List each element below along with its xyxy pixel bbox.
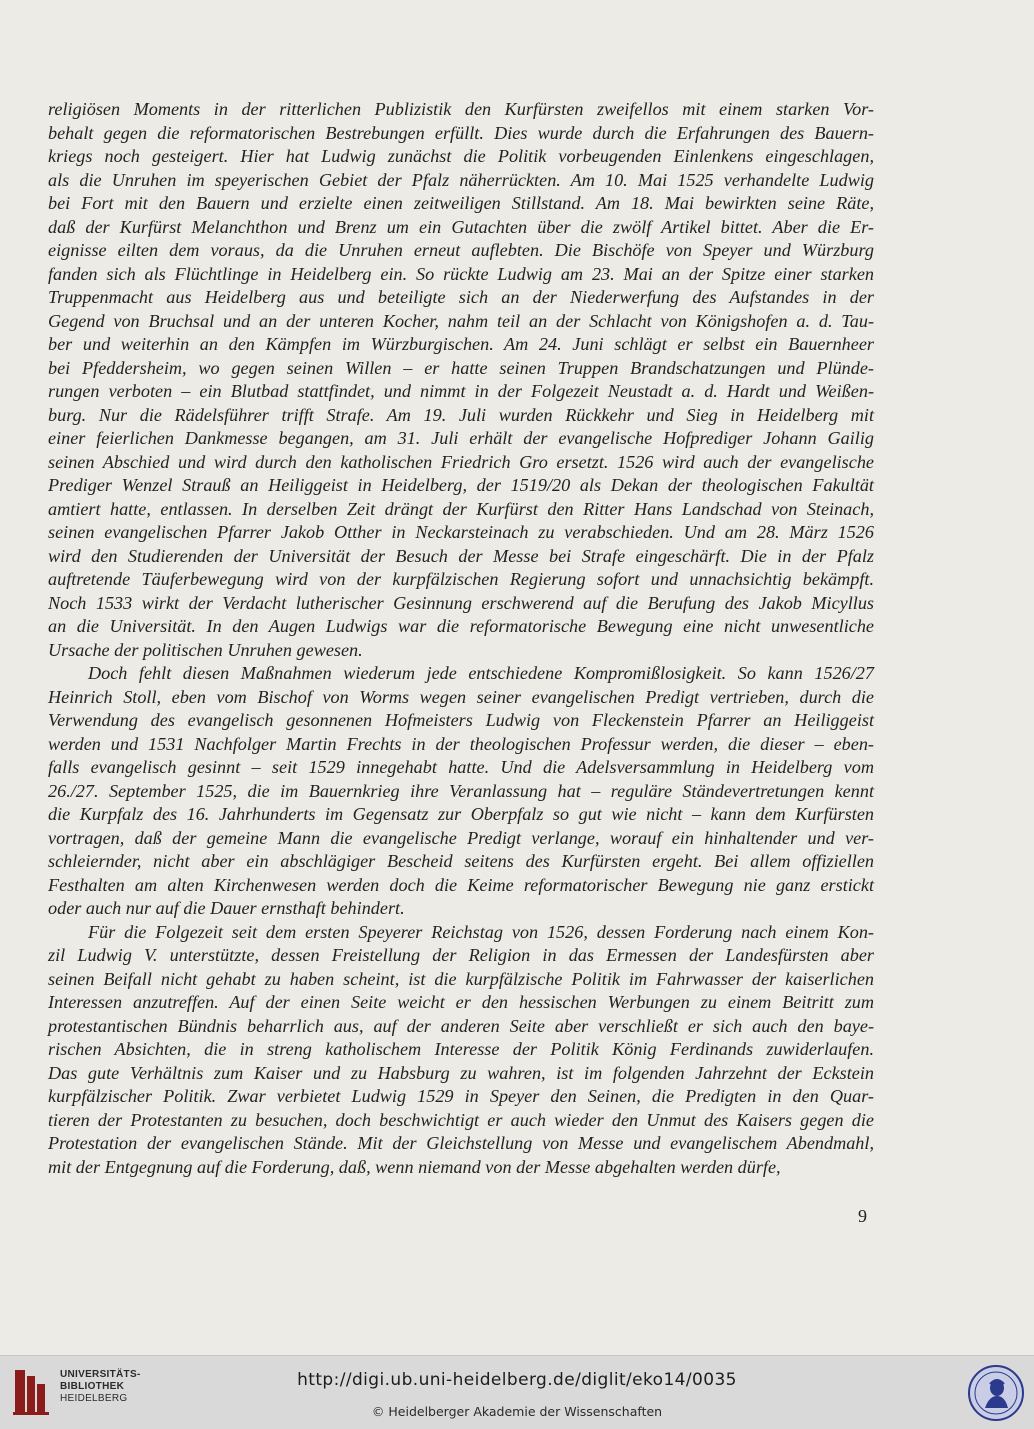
logo-line-3: HEIDELBERG: [60, 1393, 128, 1404]
text-line: vortragen, daß der gemeine Mann die evangelische Predigt verlange, worauf ein hinhaltender und ver-: [48, 827, 874, 848]
text-line: Doch fehlt diesen Maßnahmen wiederum jede entschiedene Kompromißlosigkeit. So kann 1526/27: [88, 663, 874, 683]
text-line: bei Pfeddersheim, wo gegen seinen Willen – er hatte seinen Truppen Brandschatzungen und Plünde-: [48, 357, 874, 378]
copyright-notice: © Heidelberger Akademie der Wissenschaften: [371, 1404, 663, 1419]
text-line: falls evangelisch gesinnt – seit 1529 innegehabt hatte. Und die Adelsversammlung in Heidelberg vom: [48, 757, 874, 777]
text-line: an die Universität. In den Augen Ludwigs war die reformatorische Bewegung eine nicht unwesentliche: [48, 616, 874, 636]
logo-line-1: UNIVERSITÄTS-: [60, 1369, 141, 1380]
text-line: 26./27. September 1525, die im Bauernkrieg ihre Veranlassung hat – reguläre Ständevertretungen kennt: [48, 780, 874, 801]
text-line: Verwendung des evangelisch gesonnenen Hofmeisters Ludwig von Fleckenstein Pfarrer an Heiliggeist: [48, 710, 874, 730]
text-line: Das gute Verhältnis zum Kaiser und zu Habsburg zu wahren, ist im folgenden Jahrzehnt der Eckstein: [48, 1062, 874, 1083]
text-line: seinen Abschied und wird durch den katholischen Friedrich Gro ersetzt. 1526 wird auch der evangelische: [48, 451, 874, 472]
text-line: Gegend von Bruchsal und an der unteren Kocher, nahm teil an der Schlacht von Königshofen a. d. Tau-: [48, 310, 874, 331]
text-line: religiösen Moments in der ritterlichen Publizistik den Kurfürsten zweifellos mit einem starken Vor-: [48, 99, 874, 119]
text-line: einer feierlichen Dankmesse begangen, am 31. Juli erhält der evangelische Hofprediger Johann Gailig: [48, 428, 874, 448]
viewer-footer: [0, 1355, 1034, 1429]
text-line: Interessen anzutreffen. Auf der einen Seite weicht er den hessischen Werbungen zu einem Beitritt zum: [48, 992, 874, 1012]
permalink-url[interactable]: http://digi.ub.uni-heidelberg.de/diglit/eko14/0035: [297, 1370, 737, 1390]
paragraph: [48, 98, 874, 662]
body-text: [48, 98, 874, 1179]
text-line: Noch 1533 wirkt der Verdacht lutherischer Gesinnung erschwerend auf die Berufung des Jakob Micyllus: [48, 592, 874, 613]
text-line: wird den Studierenden der Universität der Besuch der Messe bei Strafe eingeschärft. Die in der Pfalz: [48, 545, 874, 566]
text-line: tieren der Protestanten zu besuchen, doch beschwichtigt er auch wieder den Unmut des Kaisers gegen die: [48, 1109, 874, 1130]
text-line: daß der Kurfürst Melanchthon und Brenz um ein Gutachten über die zwölf Artikel bittet. Aber die Er-: [48, 216, 874, 237]
paragraph: [48, 662, 874, 921]
text-line: Truppenmacht aus Heidelberg aus und beteiligte sich an der Niederwerfung des Aufstandes in der: [48, 287, 874, 307]
text-line: Ursache der politischen Unruhen gewesen.: [48, 639, 363, 660]
paragraph: [48, 921, 874, 1180]
text-line: als die Unruhen im speyerischen Gebiet der Pfalz näherrückten. Am 10. Mai 1525 verhandelte Ludwig: [48, 169, 874, 190]
text-line: eignisse eilten dem voraus, da die Unruhen erneut auflebten. Die Bischöfe von Speyer und Würzburg: [48, 240, 874, 260]
text-line: Für die Folgezeit seit dem ersten Speyerer Reichstag von 1526, dessen Forderung nach einem Kon-: [88, 921, 874, 942]
text-line: burg. Nur die Rädelsführer trifft Strafe. Am 19. Juli wurden Rückkehr und Sieg in Heidelberg mit: [48, 404, 874, 425]
text-line: amtiert hatte, entlassen. In derselben Zeit drängt der Kurfürst den Ritter Hans Landschad von Steinach,: [48, 498, 874, 519]
text-line: bei Fort mit den Bauern und erzielte einen zeitweiligen Stillstand. Am 18. Mai bewirkten seine Räte,: [48, 193, 874, 213]
text-line: seinen evangelischen Pfarrer Jakob Otther in Neckarsteinach zu verabschieden. Und am 28. März 1526: [48, 522, 874, 542]
page-number: 9: [858, 1206, 867, 1226]
text-line: zil Ludwig V. unterstützte, dessen Freistellung der Religion in das Ermessen der Landesfürsten aber: [48, 945, 874, 965]
academy-seal-icon: [967, 1364, 1025, 1422]
text-line: Prediger Wenzel Strauß an Heiliggeist in Heidelberg, der 1519/20 als Dekan der theologischen Fakultät: [48, 475, 874, 495]
text-line: auftretende Täuferbewegung wird von der kurpfälzischen Regierung sofort und unnachsichtig bekämpft.: [48, 569, 874, 589]
text-line: Festhalten am alten Kirchenwesen werden doch die Keime reformatorischer Bewegung nie ganz erstickt: [48, 874, 874, 895]
text-line: rungen verboten – ein Blutbad stattfindet, und nimmt in der Folgezeit Neustadt a. d. Hardt und Weißen-: [48, 381, 874, 401]
text-line: schleiernder, nicht aber ein abschlägiger Bescheid seitens des Kurfürsten ergeht. Bei allem offiziellen: [48, 851, 874, 871]
text-line: die Kurpfalz des 16. Jahrhunderts im Gegensatz zur Oberpfalz so gut wie nicht – kann dem Kurfürsten: [48, 804, 874, 824]
text-line: Heinrich Stoll, eben vom Bischof von Worms wegen seiner evangelischen Predigt vertrieben, durch die: [48, 686, 874, 707]
text-line: kriegs noch gesteigert. Hier hat Ludwig zunächst die Politik vorbeugenden Einlenkens eingeschlagen,: [48, 146, 874, 166]
text-line: Protestation der evangelischen Stände. Mit der Gleichstellung von Messe und evangelischem Abendmahl,: [48, 1133, 874, 1153]
text-line: oder auch nur auf die Dauer ernsthaft behindert.: [48, 898, 405, 918]
text-line: werden und 1531 Nachfolger Martin Frechts in der theologischen Professur werden, die dieser – eben-: [48, 733, 874, 754]
logo-line-2: BIBLIOTHEK: [60, 1381, 125, 1392]
text-line: kurpfälzischer Politik. Zwar verbietet Ludwig 1529 in Speyer den Seinen, die Predigten in den Quar-: [48, 1086, 874, 1106]
text-line: seinen Beifall nicht gehabt zu haben scheint, ist die kurpfälzische Politik im Fahrwasser der kaiserlichen: [48, 968, 874, 989]
text-line: mit der Entgegnung auf die Forderung, daß, wenn niemand von der Messe abgehalten werden dürfe,: [48, 1156, 781, 1177]
text-line: behalt gegen die reformatorischen Bestrebungen erfüllt. Dies wurde durch die Erfahrungen des Bauern-: [48, 122, 874, 143]
text-line: rischen Absichten, die in streng katholischem Interesse der Politik König Ferdinands zuwiderlaufen.: [48, 1039, 874, 1059]
text-line: ber und weiterhin an den Kämpfen im Würzburgischen. Am 24. Juni schlägt er selbst ein Bauernheer: [48, 334, 874, 354]
text-line: fanden sich als Flüchtlinge in Heidelberg ein. So rückte Ludwig am 23. Mai an der Spitze einer starken: [48, 263, 874, 284]
text-line: protestantischen Bündnis beharrlich aus, auf der anderen Seite aber verschließt er sich auch den baye-: [48, 1015, 874, 1036]
